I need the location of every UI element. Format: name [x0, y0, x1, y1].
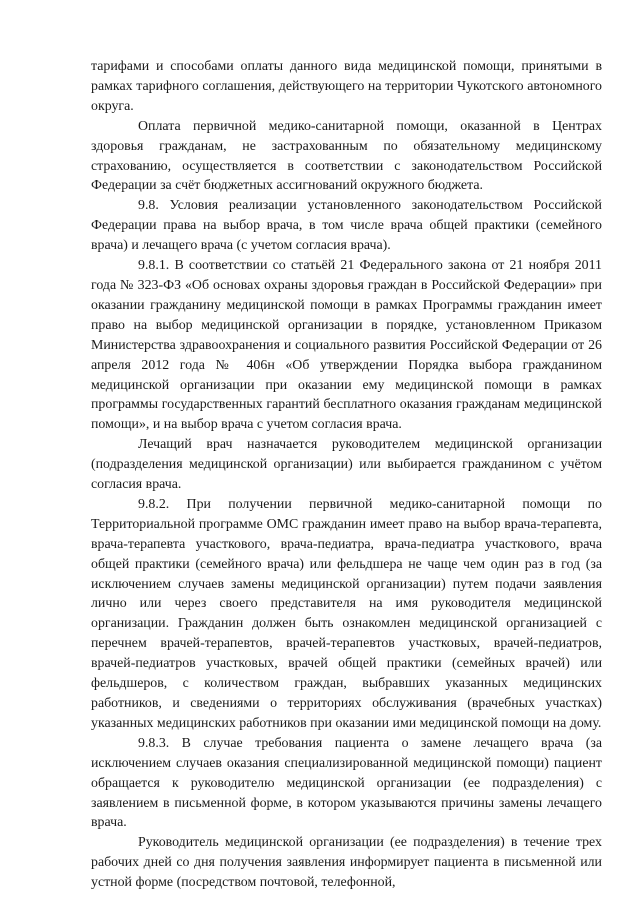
paragraph-section-9-8-1: 9.8.1. В соответствии со статьёй 21 Федерального закона от 21 ноября 2011 года № 323-ФЗ «Об основах охраны здоровья граждан в Российской Федерации» при оказании гражданину медицинской помощи в рамках Программы гражданин имеет право на выбор медицинской организации в порядке, установленном Приказом Министерства здравоохранения и социального развития Российской Федерации от 26 апреля 2012 года № 406н «Об утверждении Порядка выбора гражданином медицинской организации при оказании ему медицинской помощи в рамках программы государственных гарантий бесплатного оказания гражданам медицинской помощи», и на выбор врача с учетом согласия врача. [91, 258, 602, 433]
paragraph-section-9-8-3: 9.8.3. В случае требования пациента о замене лечащего врача (за исключением случаев оказания специализированной медицинской помощи) пациент обращается к руководителю медицинской организации (ее подразделения) с заявлением в письменной форме, в котором указываются причины замены лечащего врача. [91, 735, 602, 831]
paragraph-health-centers-payment: Оплата первичной медико-санитарной помощи, оказанной в Центрах здоровья гражданам, не застрахованным по обязательному медицинскому страхованию, осуществляется в соответствии с законодательством Российской Федерации за счёт бюджетных ассигнований окружного бюджета. [91, 118, 602, 194]
document-body [91, 57, 602, 893]
paragraph-attending-physician: Лечащий врач назначается руководителем медицинской организации (подразделения медицинской организации) или выбирается гражданином с учётом согласия врача. [91, 437, 602, 493]
paragraph-section-9-8: 9.8. Условия реализации установленного законодательством Российской Федерации права на выбор врача, в том числе врача общей практики (семейного врача) и лечащего врача (с учетом согласия врача). [91, 198, 602, 254]
paragraph-tariff-continuation: тарифами и способами оплаты данного вида медицинской помощи, принятыми в рамках тарифного соглашения, действующего на территории Чукотского автономного округа. [91, 59, 602, 114]
paragraph-section-9-8-2: 9.8.2. При получении первичной медико-санитарной помощи по Территориальной программе ОМС гражданин имеет право на выбор врача-терапевта, врача-терапевта участкового, врача-педиатра, врача-педиатра участкового, врача общей практики (семейного врача) или фельдшера не чаще чем один раз в год (за исключением случаев замены медицинской организации) путем подачи заявления лично или через своего представителя на имя руководителя медицинской организации. Гражданин должен быть ознакомлен медицинской организацией с перечнем врачей-терапевтов, врачей-терапевтов участковых, врачей-педиатров, врачей-педиатров участковых, врачей общей практики (семейных врачей) или фельдшеров, с количеством граждан, выбравших указанных медицинских работников, и сведениями о территориях обслуживания (врачебных участках) указанных медицинских работников при оказании ими медицинской помощи на дому. [91, 496, 602, 731]
paragraph-head-of-organization: Руководитель медицинской организации (ее подразделения) в течение трех рабочих дней со дня получения заявления информирует пациента в письменной или устной форме (посредством почтовой, телефонной, [91, 835, 602, 891]
